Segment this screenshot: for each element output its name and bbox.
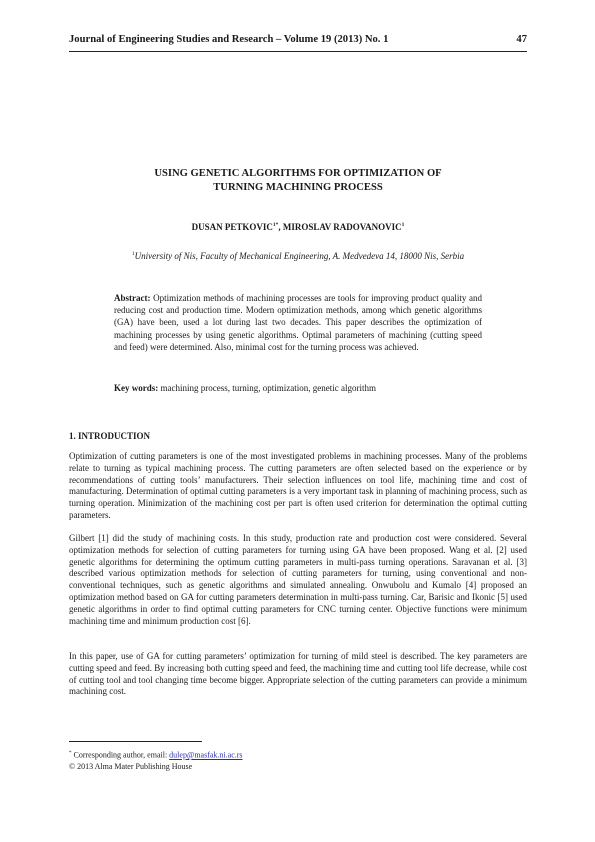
paper-title xyxy=(69,167,527,195)
keywords xyxy=(114,382,482,394)
footnote xyxy=(69,748,243,772)
page-number: 47 xyxy=(516,34,527,45)
author-2: MIROSLAV RADOVANOVIC xyxy=(282,222,402,232)
title-line-2: TURNING MACHINING PROCESS xyxy=(213,182,383,193)
corresponding-author-note xyxy=(69,748,243,761)
abstract-label: Abstract: xyxy=(114,293,151,303)
email-link[interactable]: dulep@masfak.ni.ac.rs xyxy=(169,750,243,760)
author-2-marks: 1 xyxy=(401,222,405,228)
author-1: DUSAN PETKOVIC xyxy=(191,222,273,232)
running-header xyxy=(69,34,527,50)
body-paragraph: In this paper, use of GA for cutting parameters’ optimization for turning of mild steel is described. The key parameters are cutting speed and feed. By increasing both cutting speed and feed, the machining time and cutting tool life decrease, while cost of cutting tool and tool changing time become bigger. Appropriate selection of the cutting parameters can provide a minimum machining cost. xyxy=(69,651,527,697)
title-line-1: USING GENETIC ALGORITHMS FOR OPTIMIZATION OF xyxy=(154,168,442,179)
footnote-divider xyxy=(69,741,202,742)
abstract-text: Optimization methods of machining processes are tools for improving product quality and reducing cost and production time. Modern optimization methods, among which genetic algorithms (GA) have been, used a lot during last two decades. This paper describes the optimization of machining processes by using genetic algorithms. Optimal parameters of machining (cutting speed and feed) were determined. Also, minimal cost for the turning process was achieved. xyxy=(114,293,482,352)
section-heading: 1. INTRODUCTION xyxy=(69,431,151,441)
abstract xyxy=(114,292,482,353)
body-paragraph: Optimization of cutting parameters is one of the most investigated problems in machining processes. Many of the problems relate to turning as typical machining process. The cutting parameters are often selected based on the experience or by recommendations of cutting tools’ manufacturers. Their selection influences on tool life, machining time and cost of manufacturing. Determination of optimal cutting parameters is a very important task in planning of machining process, such as turning operation. Minimization of the machining cost per part is often used criterion for determination the optimal cutting parameters. xyxy=(69,451,527,520)
body-paragraph: Gilbert [1] did the study of machining costs. In this study, production rate and production cost were considered. Several optimization methods for selection of cutting parameters for turning using GA have been proposed. Wang et al. [2] used genetic algorithms for determining the optimum cutting parameters in multi-pass turning operations. Saravanan et al. [3] described various optimization methods for selection of cutting parameters for turning, using conventional and non-conventional techniques, such as genetic algorithms and simulated annealing. Onwubolu and Kumalo [4] proposed an optimization method based on GA for cutting parameters determination in multi-pass turning. Car, Barisic and Ikonic [5] used genetic algorithms in order to find optimal cutting parameters for CNC turning center. Objective functions were minimum machining time and minimum production cost [6]. xyxy=(69,533,527,626)
footnote-text: Corresponding author, email: xyxy=(71,750,170,760)
header-divider xyxy=(69,51,527,52)
author-1-marks: 1* xyxy=(272,222,279,228)
authors xyxy=(69,222,527,232)
keywords-label: Key words: xyxy=(114,383,159,393)
affiliation xyxy=(120,248,476,263)
affiliation-mark: 1 xyxy=(131,251,135,257)
copyright: © 2013 Alma Mater Publishing House xyxy=(69,761,193,771)
author-separator: , xyxy=(278,222,283,232)
affiliation-text: University of Nis, Faculty of Mechanical Engineering, A. Medvedeva 14, 18000 Nis, Serbia xyxy=(134,251,465,261)
journal-title: Journal of Engineering Studies and Research – Volume 19 (2013) No. 1 xyxy=(69,34,389,45)
keywords-text: machining process, turning, optimization, genetic algorithm xyxy=(158,383,376,393)
footnote-mark: * xyxy=(69,751,72,756)
